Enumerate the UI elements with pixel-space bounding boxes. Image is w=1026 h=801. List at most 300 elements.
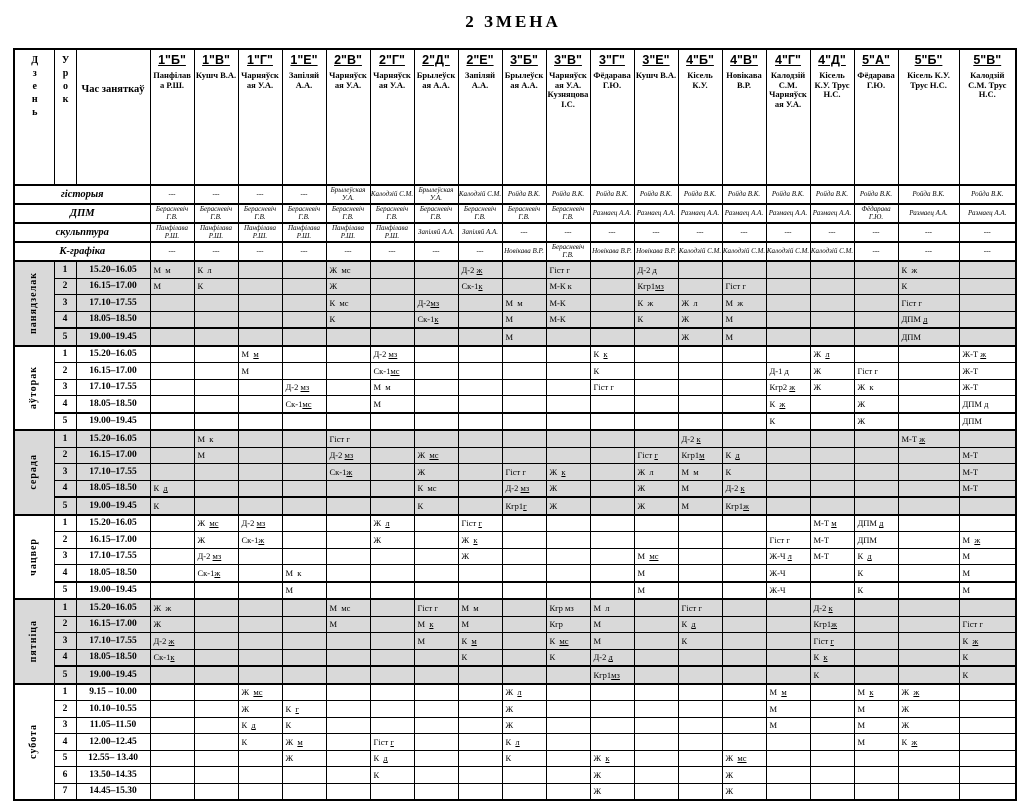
schedule-cell bbox=[590, 311, 634, 328]
schedule-cell bbox=[194, 582, 238, 600]
subject-teacher-cell: --- bbox=[766, 223, 810, 242]
schedule-cell bbox=[898, 464, 959, 481]
schedule-cell bbox=[150, 328, 194, 346]
schedule-cell: Д-2 мз bbox=[194, 548, 238, 565]
subject-teacher-cell: Ройда В.К. bbox=[854, 185, 898, 204]
lesson-row bbox=[14, 346, 1016, 363]
schedule-cell bbox=[854, 633, 898, 650]
lesson-number: 6 bbox=[54, 767, 76, 784]
subject-teacher-cell: --- bbox=[898, 242, 959, 261]
lesson-number: 1 bbox=[54, 261, 76, 278]
lesson-number: 5 bbox=[54, 750, 76, 767]
schedule-cell bbox=[326, 684, 370, 701]
lesson-row bbox=[14, 515, 1016, 532]
schedule-cell bbox=[959, 311, 1016, 328]
schedule-cell bbox=[590, 447, 634, 464]
schedule-cell bbox=[414, 430, 458, 447]
schedule-cell: ДПМ bbox=[898, 328, 959, 346]
schedule-cell: М bbox=[502, 311, 546, 328]
schedule-cell: Ж bbox=[458, 548, 502, 565]
schedule-cell: Гіст г bbox=[722, 278, 766, 295]
schedule-cell: М м bbox=[370, 379, 414, 396]
schedule-cell bbox=[238, 379, 282, 396]
schedule-cell bbox=[238, 447, 282, 464]
schedule-cell: Ж bbox=[854, 396, 898, 413]
schedule-cell bbox=[678, 701, 722, 718]
schedule-cell bbox=[194, 396, 238, 413]
schedule-cell bbox=[194, 783, 238, 800]
schedule-cell: К bbox=[458, 649, 502, 666]
schedule-cell bbox=[414, 649, 458, 666]
schedule-cell bbox=[194, 363, 238, 380]
schedule-cell: Ск-1к bbox=[414, 311, 458, 328]
schedule-cell bbox=[959, 497, 1016, 515]
schedule-cell bbox=[810, 734, 854, 751]
schedule-cell bbox=[502, 379, 546, 396]
lesson-time: 15.20–16.05 bbox=[76, 515, 150, 532]
subject-teacher-cell: Новікава В.Р. bbox=[502, 242, 546, 261]
schedule-cell bbox=[326, 701, 370, 718]
lesson-time: 17.10–17.55 bbox=[76, 548, 150, 565]
schedule-cell bbox=[590, 582, 634, 600]
schedule-cell bbox=[282, 328, 326, 346]
lesson-time: 9.15 – 10.00 bbox=[76, 684, 150, 701]
day-name: пятніца bbox=[28, 620, 39, 663]
schedule-cell bbox=[546, 717, 590, 734]
schedule-cell bbox=[150, 734, 194, 751]
schedule-cell bbox=[546, 767, 590, 784]
lesson-row bbox=[14, 666, 1016, 684]
schedule-cell: К bbox=[854, 582, 898, 600]
subject-teacher-cell: Калодзій С.М. bbox=[722, 242, 766, 261]
schedule-cell: М-Т bbox=[810, 548, 854, 565]
day-cell bbox=[14, 684, 54, 801]
subject-teacher-cell: --- bbox=[810, 223, 854, 242]
subject-teacher-cell: Берасневіч Г.В. bbox=[546, 204, 590, 223]
schedule-cell bbox=[502, 515, 546, 532]
schedule-cell bbox=[370, 599, 414, 616]
schedule-cell bbox=[678, 734, 722, 751]
lesson-number: 3 bbox=[54, 464, 76, 481]
lesson-row bbox=[14, 328, 1016, 346]
schedule-cell bbox=[678, 767, 722, 784]
schedule-cell bbox=[150, 767, 194, 784]
schedule-cell bbox=[282, 616, 326, 633]
lesson-time: 19.00–19.45 bbox=[76, 413, 150, 431]
lesson-row bbox=[14, 447, 1016, 464]
schedule-cell bbox=[282, 767, 326, 784]
schedule-cell: Д-2 ж bbox=[458, 261, 502, 278]
schedule-cell bbox=[722, 684, 766, 701]
schedule-cell bbox=[458, 464, 502, 481]
schedule-cell bbox=[502, 278, 546, 295]
schedule-cell: Гіст г bbox=[414, 599, 458, 616]
schedule-cell: М-Т bbox=[959, 464, 1016, 481]
schedule-cell bbox=[238, 666, 282, 684]
schedule-cell bbox=[194, 464, 238, 481]
subject-teacher-cell: Берасневіч Г.В. bbox=[370, 204, 414, 223]
schedule-cell: Ж к bbox=[854, 379, 898, 396]
schedule-cell bbox=[326, 515, 370, 532]
class-column-header bbox=[150, 49, 194, 185]
schedule-cell: М bbox=[959, 548, 1016, 565]
schedule-cell bbox=[370, 413, 414, 431]
schedule-cell bbox=[766, 750, 810, 767]
schedule-cell: Ж bbox=[810, 379, 854, 396]
schedule-cell bbox=[854, 767, 898, 784]
schedule-cell bbox=[678, 379, 722, 396]
schedule-cell bbox=[854, 328, 898, 346]
schedule-cell bbox=[810, 430, 854, 447]
schedule-cell bbox=[326, 649, 370, 666]
class-name: 4"Д" bbox=[818, 53, 846, 67]
day-name: панядзелак bbox=[28, 272, 39, 335]
class-teacher: Брылеўская А.А. bbox=[416, 70, 456, 90]
schedule-cell bbox=[590, 413, 634, 431]
schedule-cell bbox=[546, 565, 590, 582]
schedule-cell: Гіст г bbox=[590, 379, 634, 396]
schedule-cell bbox=[370, 666, 414, 684]
class-teacher: Запіляй А.А. bbox=[288, 70, 320, 90]
schedule-cell bbox=[414, 684, 458, 701]
subject-teacher-cell: Ройда В.К. bbox=[898, 185, 959, 204]
schedule-cell: Гіст г bbox=[678, 599, 722, 616]
lesson-time: 10.10–10.55 bbox=[76, 701, 150, 718]
schedule-cell bbox=[959, 430, 1016, 447]
schedule-cell: М м bbox=[458, 599, 502, 616]
schedule-cell bbox=[458, 363, 502, 380]
lesson-number: 5 bbox=[54, 413, 76, 431]
class-name: 2"Е" bbox=[466, 53, 494, 67]
schedule-cell bbox=[678, 750, 722, 767]
class-teacher: Чарняўская У.А. bbox=[329, 70, 367, 90]
subject-teacher-cell: Брылеўская У.А. bbox=[414, 185, 458, 204]
schedule-cell: К ж bbox=[959, 633, 1016, 650]
schedule-cell bbox=[590, 278, 634, 295]
schedule-cell bbox=[502, 396, 546, 413]
schedule-cell bbox=[326, 633, 370, 650]
schedule-cell: К bbox=[959, 649, 1016, 666]
schedule-cell: М bbox=[854, 701, 898, 718]
schedule-cell: М-К к bbox=[546, 278, 590, 295]
schedule-cell: Д-2 д bbox=[634, 261, 678, 278]
lesson-time: 11.05–11.50 bbox=[76, 717, 150, 734]
schedule-cell bbox=[370, 447, 414, 464]
subject-teacher-cell: Ройда В.К. bbox=[590, 185, 634, 204]
schedule-cell bbox=[282, 480, 326, 497]
schedule-cell: К bbox=[590, 363, 634, 380]
lesson-row bbox=[14, 750, 1016, 767]
schedule-cell bbox=[766, 734, 810, 751]
schedule-cell bbox=[959, 701, 1016, 718]
subject-teacher-cell: Панфілава Р.Ш. bbox=[194, 223, 238, 242]
schedule-cell bbox=[238, 599, 282, 616]
lesson-row bbox=[14, 684, 1016, 701]
schedule-cell bbox=[678, 413, 722, 431]
schedule-cell bbox=[634, 666, 678, 684]
schedule-cell: К к bbox=[810, 649, 854, 666]
class-name: 5"В" bbox=[973, 53, 1002, 67]
schedule-cell bbox=[370, 783, 414, 800]
schedule-cell bbox=[458, 328, 502, 346]
schedule-cell: Д-2мз bbox=[414, 295, 458, 312]
lesson-row bbox=[14, 633, 1016, 650]
schedule-cell bbox=[766, 430, 810, 447]
class-column-header bbox=[458, 49, 502, 185]
class-column-header bbox=[634, 49, 678, 185]
lesson-row bbox=[14, 548, 1016, 565]
schedule-cell bbox=[370, 295, 414, 312]
schedule-cell bbox=[546, 582, 590, 600]
schedule-cell bbox=[854, 480, 898, 497]
schedule-cell bbox=[898, 565, 959, 582]
schedule-cell bbox=[854, 666, 898, 684]
class-column-header bbox=[766, 49, 810, 185]
day-cell bbox=[14, 430, 54, 515]
schedule-cell: Ск-1к bbox=[458, 278, 502, 295]
subject-teacher-cell: Размаец А.А. bbox=[959, 204, 1016, 223]
schedule-cell: М к bbox=[854, 684, 898, 701]
schedule-cell bbox=[722, 666, 766, 684]
subject-teacher-cell: Запіляй А.А. bbox=[458, 223, 502, 242]
schedule-cell: Ж bbox=[546, 480, 590, 497]
schedule-cell bbox=[959, 261, 1016, 278]
schedule-cell bbox=[502, 548, 546, 565]
schedule-cell bbox=[502, 783, 546, 800]
schedule-cell bbox=[238, 548, 282, 565]
schedule-cell bbox=[150, 666, 194, 684]
schedule-cell: Кгр2 ж bbox=[766, 379, 810, 396]
schedule-cell bbox=[326, 666, 370, 684]
subject-teacher-cell: Новікава В.Р. bbox=[590, 242, 634, 261]
schedule-cell: М-К bbox=[546, 295, 590, 312]
lesson-number: 1 bbox=[54, 346, 76, 363]
subject-teacher-cell: Ройда В.К. bbox=[634, 185, 678, 204]
schedule-cell bbox=[502, 261, 546, 278]
schedule-cell bbox=[150, 582, 194, 600]
schedule-cell: Д-2 ж bbox=[150, 633, 194, 650]
schedule-cell bbox=[326, 532, 370, 549]
schedule-cell bbox=[898, 599, 959, 616]
day-column-label: Дзень bbox=[29, 55, 41, 120]
schedule-cell bbox=[282, 295, 326, 312]
schedule-cell bbox=[898, 497, 959, 515]
schedule-cell bbox=[282, 599, 326, 616]
schedule-cell bbox=[458, 701, 502, 718]
subject-teacher-cell: --- bbox=[150, 242, 194, 261]
schedule-cell: ДПМ д bbox=[959, 396, 1016, 413]
lesson-number: 5 bbox=[54, 666, 76, 684]
schedule-cell bbox=[502, 363, 546, 380]
schedule-cell bbox=[282, 413, 326, 431]
class-teacher: Чарняўская У.А. Кузняцова І.С. bbox=[547, 70, 589, 109]
schedule-cell bbox=[238, 633, 282, 650]
schedule-cell: М bbox=[458, 616, 502, 633]
lesson-row bbox=[14, 599, 1016, 616]
schedule-cell bbox=[194, 616, 238, 633]
subject-teacher-cell: --- bbox=[502, 223, 546, 242]
class-name: 2"В" bbox=[334, 53, 362, 67]
schedule-cell: К к bbox=[590, 346, 634, 363]
lesson-row bbox=[14, 278, 1016, 295]
lesson-time: 19.00–19.45 bbox=[76, 582, 150, 600]
schedule-cell bbox=[238, 328, 282, 346]
schedule-cell bbox=[370, 497, 414, 515]
class-teacher: Панфілава Р.Ш. bbox=[153, 70, 191, 90]
schedule-cell: Д-1 д bbox=[766, 363, 810, 380]
schedule-cell bbox=[959, 278, 1016, 295]
schedule-cell bbox=[370, 480, 414, 497]
subject-teacher-cell: Размаец А.А. bbox=[766, 204, 810, 223]
header-row bbox=[14, 49, 1016, 185]
schedule-cell bbox=[590, 497, 634, 515]
schedule-cell: Кгр1мз bbox=[634, 278, 678, 295]
subject-teacher-cell: --- bbox=[854, 223, 898, 242]
schedule-cell: М к bbox=[194, 430, 238, 447]
subject-teacher-cell: Ройда В.К. bbox=[678, 185, 722, 204]
schedule-cell bbox=[458, 497, 502, 515]
schedule-cell bbox=[414, 783, 458, 800]
schedule-cell bbox=[722, 346, 766, 363]
schedule-cell bbox=[238, 783, 282, 800]
schedule-cell: М м bbox=[766, 684, 810, 701]
schedule-cell bbox=[414, 565, 458, 582]
schedule-cell bbox=[326, 717, 370, 734]
subject-teacher-cell: Калодзій С.М. bbox=[458, 185, 502, 204]
schedule-cell bbox=[678, 717, 722, 734]
schedule-cell bbox=[634, 396, 678, 413]
schedule-cell bbox=[282, 515, 326, 532]
subject-teacher-cell: --- bbox=[194, 185, 238, 204]
schedule-cell bbox=[590, 734, 634, 751]
schedule-cell bbox=[810, 582, 854, 600]
schedule-cell bbox=[414, 363, 458, 380]
schedule-cell: Ж л bbox=[678, 295, 722, 312]
schedule-cell bbox=[414, 346, 458, 363]
schedule-cell bbox=[370, 328, 414, 346]
schedule-cell bbox=[326, 582, 370, 600]
lesson-number: 1 bbox=[54, 599, 76, 616]
subject-teacher-cell: --- bbox=[722, 223, 766, 242]
lesson-time: 17.10–17.55 bbox=[76, 633, 150, 650]
schedule-cell bbox=[959, 734, 1016, 751]
schedule-cell bbox=[194, 346, 238, 363]
schedule-cell bbox=[959, 684, 1016, 701]
schedule-cell bbox=[722, 548, 766, 565]
schedule-cell: К л bbox=[194, 261, 238, 278]
class-teacher: Запіляй А.А. bbox=[464, 70, 496, 90]
class-column-header bbox=[238, 49, 282, 185]
schedule-cell bbox=[722, 379, 766, 396]
schedule-cell bbox=[810, 565, 854, 582]
schedule-cell bbox=[766, 295, 810, 312]
subject-teacher-cell: Размаец А.А. bbox=[810, 204, 854, 223]
lesson-time: 16.15–17.00 bbox=[76, 532, 150, 549]
subject-teacher-cell: --- bbox=[546, 223, 590, 242]
schedule-cell: К bbox=[766, 413, 810, 431]
schedule-cell bbox=[150, 379, 194, 396]
schedule-cell bbox=[766, 599, 810, 616]
schedule-cell bbox=[414, 734, 458, 751]
schedule-cell bbox=[150, 430, 194, 447]
schedule-cell bbox=[898, 396, 959, 413]
schedule-cell: Ск-1ж bbox=[238, 532, 282, 549]
schedule-cell: М bbox=[722, 311, 766, 328]
schedule-cell bbox=[150, 346, 194, 363]
subject-teacher-cell: --- bbox=[458, 242, 502, 261]
class-column-header bbox=[959, 49, 1016, 185]
class-teacher: Чарняўская У.А. bbox=[241, 70, 279, 90]
schedule-cell bbox=[150, 447, 194, 464]
schedule-cell bbox=[634, 767, 678, 784]
schedule-cell bbox=[502, 582, 546, 600]
subject-teacher-cell: Панфілава Р.Ш. bbox=[326, 223, 370, 242]
subject-teacher-cell: Брылеўская У.А. bbox=[326, 185, 370, 204]
subject-row bbox=[14, 204, 1016, 223]
subject-teacher-cell: --- bbox=[150, 185, 194, 204]
schedule-cell bbox=[370, 582, 414, 600]
schedule-cell bbox=[678, 363, 722, 380]
schedule-cell: М м bbox=[678, 464, 722, 481]
class-teacher: Фёдарава Г.Ю. bbox=[593, 70, 631, 90]
schedule-cell: Гіст г bbox=[854, 363, 898, 380]
schedule-cell bbox=[634, 379, 678, 396]
schedule-cell bbox=[546, 396, 590, 413]
class-column-header bbox=[722, 49, 766, 185]
schedule-cell bbox=[810, 447, 854, 464]
schedule-cell bbox=[678, 649, 722, 666]
schedule-cell: Ж мс bbox=[238, 684, 282, 701]
day-name: аўторак bbox=[28, 366, 39, 410]
schedule-cell bbox=[458, 379, 502, 396]
schedule-cell: К мс bbox=[414, 480, 458, 497]
schedule-cell bbox=[194, 767, 238, 784]
schedule-cell: Д-2 к bbox=[810, 599, 854, 616]
lesson-row bbox=[14, 497, 1016, 515]
class-column-header bbox=[502, 49, 546, 185]
schedule-cell bbox=[414, 278, 458, 295]
schedule-cell bbox=[766, 346, 810, 363]
schedule-cell bbox=[326, 346, 370, 363]
lesson-number: 2 bbox=[54, 363, 76, 380]
class-name: 4"В" bbox=[730, 53, 758, 67]
schedule-cell: М bbox=[766, 701, 810, 718]
schedule-cell bbox=[194, 328, 238, 346]
subject-teacher-cell: --- bbox=[370, 242, 414, 261]
schedule-cell bbox=[898, 633, 959, 650]
schedule-cell: Ж-Т bbox=[959, 379, 1016, 396]
schedule-cell bbox=[194, 684, 238, 701]
schedule-cell: Кгр мз bbox=[546, 599, 590, 616]
lesson-row bbox=[14, 464, 1016, 481]
subject-teacher-cell: --- bbox=[414, 242, 458, 261]
schedule-cell: М-Т bbox=[810, 532, 854, 549]
schedule-cell bbox=[590, 515, 634, 532]
schedule-cell: ДПМ bbox=[959, 413, 1016, 431]
schedule-cell bbox=[194, 750, 238, 767]
lesson-time: 15.20–16.05 bbox=[76, 261, 150, 278]
lesson-time: 14.45–15.30 bbox=[76, 783, 150, 800]
schedule-cell bbox=[370, 616, 414, 633]
subject-teacher-cell: --- bbox=[898, 223, 959, 242]
schedule-cell: М bbox=[766, 717, 810, 734]
schedule-cell: К д bbox=[238, 717, 282, 734]
schedule-cell: М bbox=[326, 616, 370, 633]
schedule-cell bbox=[546, 328, 590, 346]
class-name: 1"Е" bbox=[290, 53, 318, 67]
schedule-cell bbox=[722, 515, 766, 532]
subject-teacher-cell: Берасневіч Г.В. bbox=[150, 204, 194, 223]
